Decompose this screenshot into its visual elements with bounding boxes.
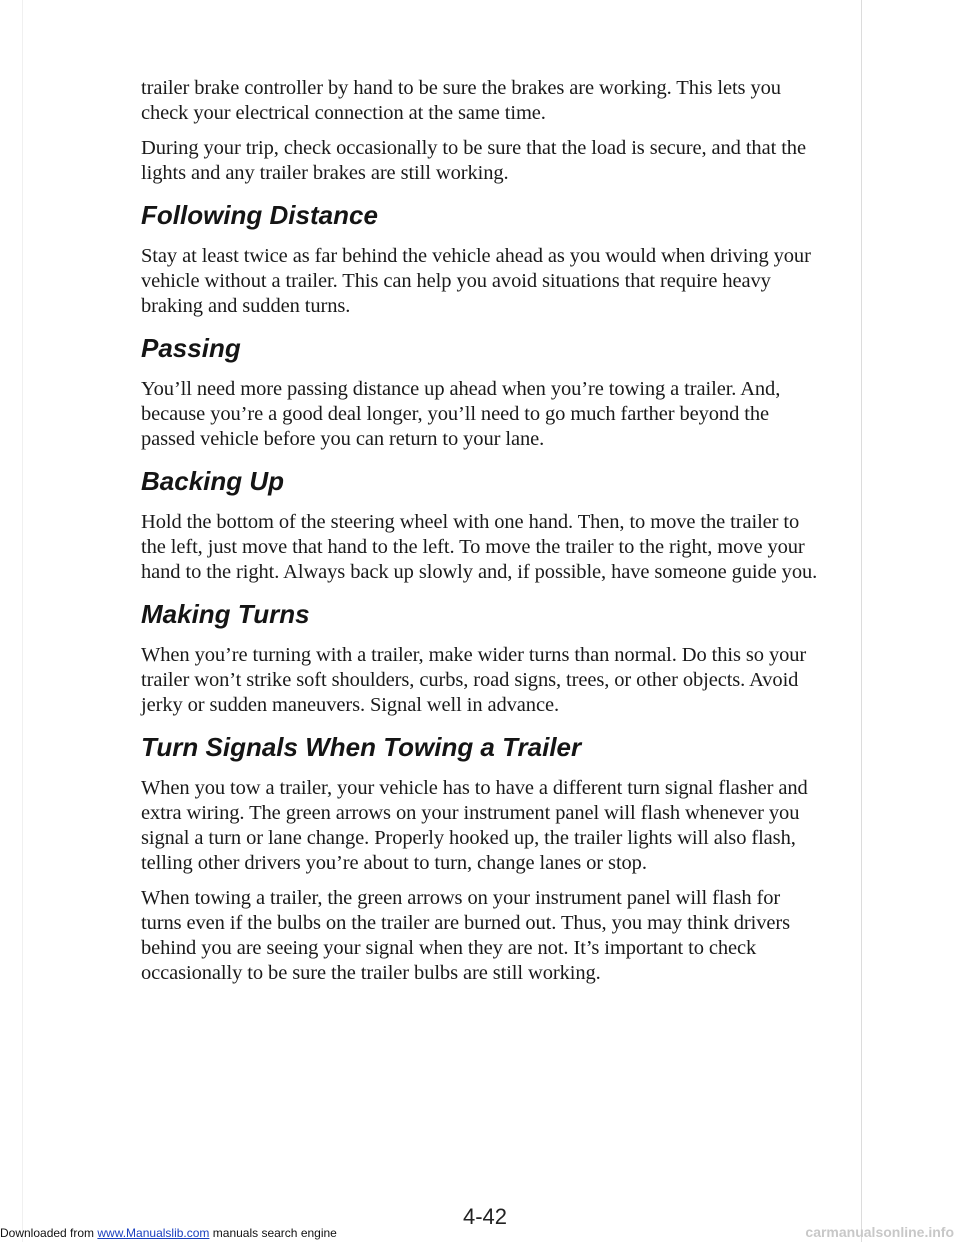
making-turns-paragraph: When you’re turning with a trailer, make wider turns than normal. Do this so your trailer won’t strike soft shoulders, curbs, road signs, trees, or other objects. Avoid jerky or sudden maneuvers. Signal well in advance. — [141, 644, 807, 716]
turn-signals-paragraph-1: When you tow a trailer, your vehicle has to have a different turn signal flasher and extra wiring. The green arrows on your instrument panel will flash whenever you signal a turn or lane change. Properly hooked up, the trailer lights will also flash, telling other drivers you’re about to turn, change lanes or stop. — [141, 777, 808, 874]
footer-prefix: Downloaded from — [0, 1226, 98, 1240]
backing-up-paragraph: Hold the bottom of the steering wheel with one hand. Then, to move the trailer to the left, just move that hand to the left. To move the trailer to the right, move your hand to the right. Always back up slowly and, if possible, have someone guide you. — [141, 511, 818, 583]
heading-turn-signals: Turn Signals When Towing a Trailer — [141, 732, 582, 762]
intro-paragraph-1: trailer brake controller by hand to be sure the brakes are working. This lets you check your electrical connection at the same time. — [141, 77, 781, 124]
watermark-text: carmanualsonline.info — [805, 1224, 954, 1240]
manualslib-link[interactable]: www.Manualslib.com — [97, 1226, 210, 1240]
intro-paragraph-2: During your trip, check occasionally to be sure that the load is secure, and that the lights and any trailer brakes are still working. — [141, 137, 806, 184]
following-distance-paragraph: Stay at least twice as far behind the vehicle ahead as you would when driving your vehicle without a trailer. This can help you avoid situations that require heavy braking and sudden turns. — [141, 245, 811, 317]
heading-backing-up: Backing Up — [141, 466, 285, 496]
document-body — [141, 76, 821, 996]
page-number: 4-42 — [463, 1204, 508, 1229]
download-footer — [0, 1226, 337, 1240]
heading-following-distance: Following Distance — [141, 200, 378, 230]
footer-suffix: manuals search engine — [209, 1226, 337, 1240]
turn-signals-paragraph-2: When towing a trailer, the green arrows on your instrument panel will flash for turns even if the bulbs on the trailer are burned out. Thus, you may think drivers behind you are seeing your signal when they are not. It’s important to check occasionally to be sure the trailer bulbs are still working. — [141, 887, 790, 984]
heading-passing: Passing — [141, 333, 241, 363]
heading-making-turns: Making Turns — [141, 599, 310, 629]
passing-paragraph: You’ll need more passing distance up ahead when you’re towing a trailer. And, because you’re a good deal longer, you’ll need to go much farther beyond the passed vehicle before you can return to your lane. — [141, 378, 781, 450]
